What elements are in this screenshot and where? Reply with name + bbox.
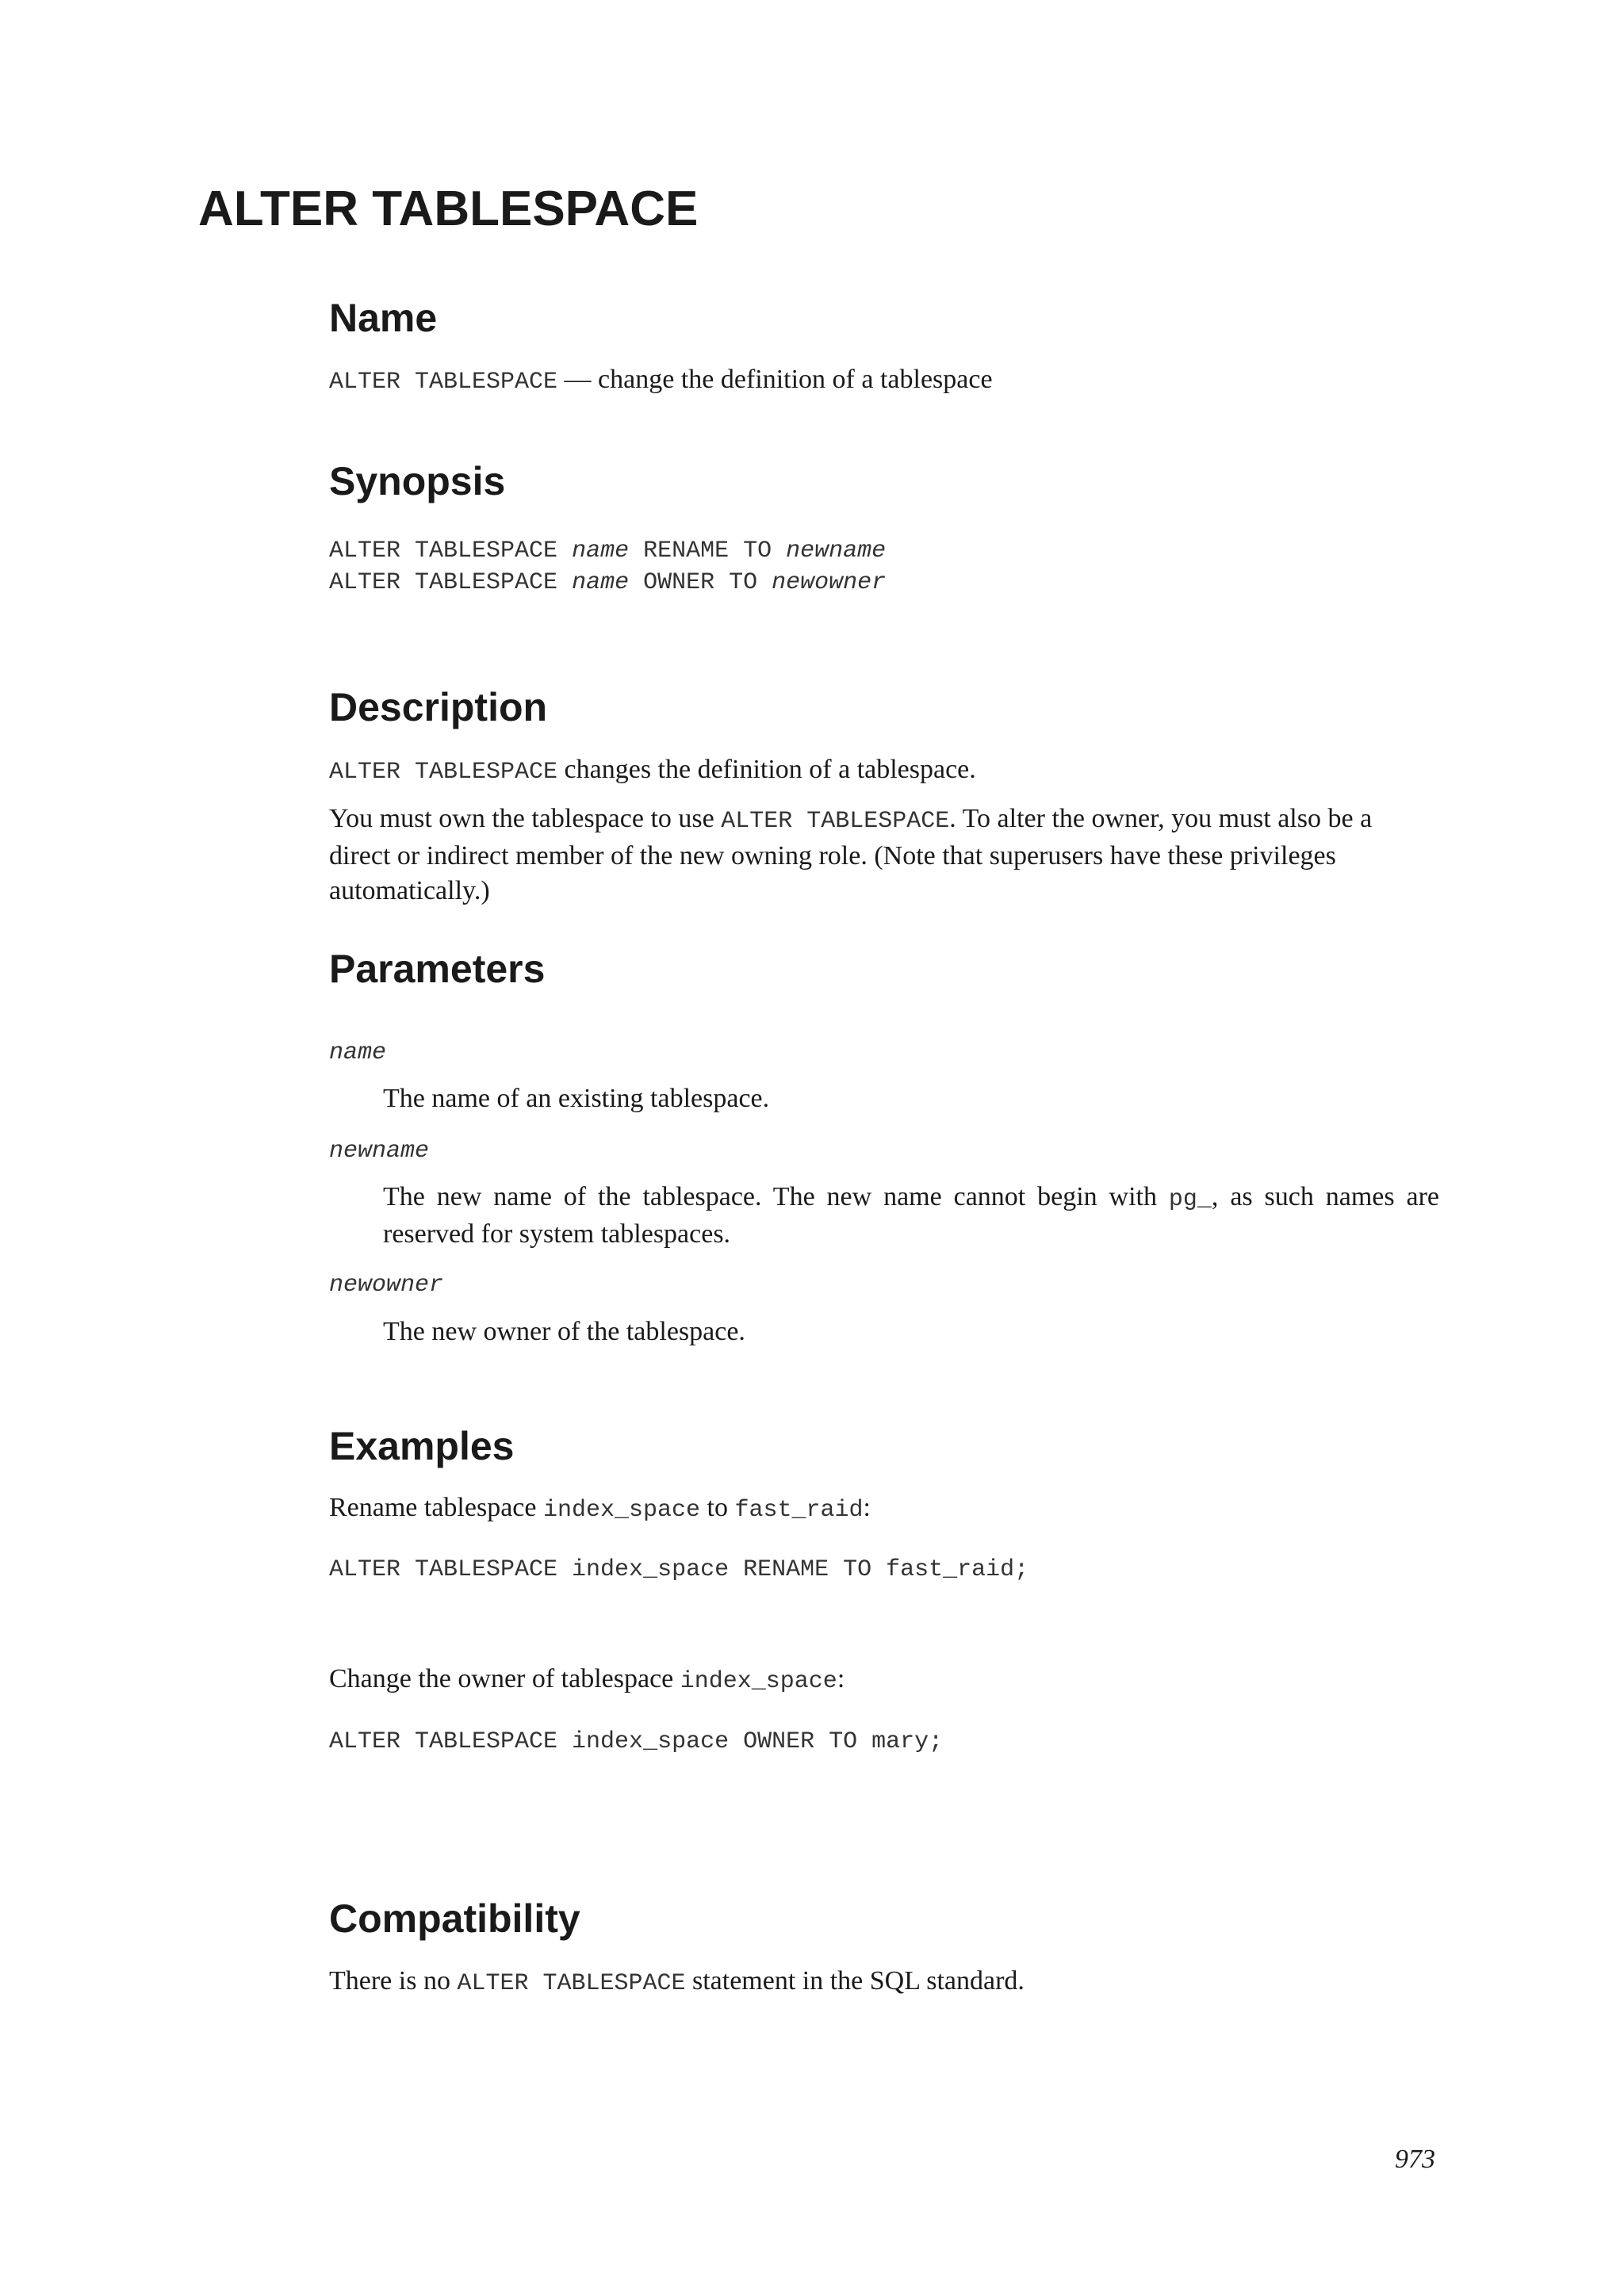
name-command: ALTER TABLESPACE (329, 369, 558, 396)
param-def-newname: The new name of the tablespace. The new name cannot begin with pg_, as such names are reserved for system tablespaces. (383, 1182, 1439, 1249)
description-paragraph-2: You must own the tablespace to use ALTER TABLESPACE. To alter the owner, you must also be a direct or indirect member of the new owning role. (Note that superusers have these privileges automatically.) (329, 804, 1373, 905)
name-heading: Name (329, 296, 438, 340)
compatibility-heading: Compatibility (329, 1896, 580, 1941)
example-2-code: ALTER TABLESPACE index_space OWNER TO mary; (329, 1728, 944, 1755)
name-summary (329, 362, 1439, 400)
parameters-heading: Parameters (329, 947, 546, 991)
param-term-newname: newname (329, 1138, 430, 1165)
compatibility-text: There is no ALTER TABLESPACE statement in the SQL standard. (329, 1966, 1025, 1997)
name-summary-text: — change the definition of a tablespace (557, 365, 993, 394)
page-number: 973 (1395, 2145, 1435, 2174)
param-def-newowner: The new owner of the tablespace. (383, 1317, 745, 1346)
example-2-intro: Change the owner of tablespace index_space: (329, 1664, 845, 1695)
synopsis-line-2: ALTER TABLESPACE name OWNER TO newowner (329, 569, 887, 596)
example-1-code: ALTER TABLESPACE index_space RENAME TO fast_raid; (329, 1556, 1029, 1583)
example-1-intro: Rename tablespace index_space to fast_raid: (329, 1493, 871, 1524)
param-term-newowner: newowner (329, 1272, 444, 1299)
synopsis-line-1: ALTER TABLESPACE name RENAME TO newname (329, 538, 887, 564)
description-heading: Description (329, 685, 548, 729)
page-title: ALTER TABLESPACE (198, 182, 699, 236)
synopsis-heading: Synopsis (329, 459, 506, 503)
param-def-name: The name of an existing tablespace. (383, 1084, 770, 1113)
param-term-name: name (329, 1039, 387, 1066)
examples-heading: Examples (329, 1424, 515, 1468)
description-paragraph-1: ALTER TABLESPACE changes the definition of a tablespace. (329, 755, 976, 786)
